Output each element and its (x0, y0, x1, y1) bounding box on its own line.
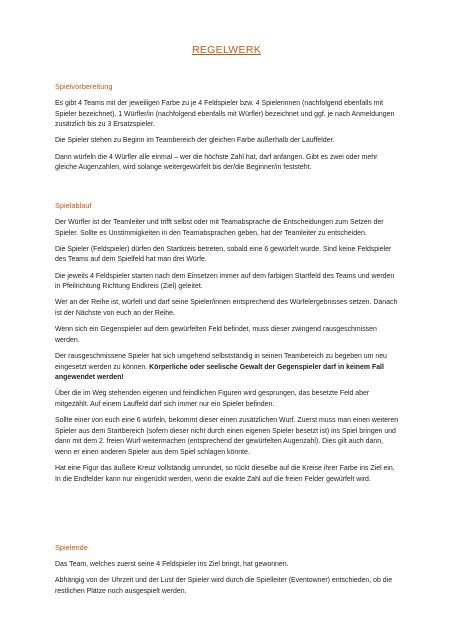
paragraph: Sollte einer von euch eine 6 würfeln, bekommt dieser einen zusätzlichen Wurf. Zuerst muss man einen weiteren Spieler aus dem Startbereich (sofern dieser nicht durch einen eigenen Spieler besetzt ist) ins Spiel bringen und dann mit dem 2. freien Wurf weitermachen (entsprechend der gewürfelten Augenzahl). Dies gilt auch dann, wenn er einen anderen Spieler aus dem Spiel schlagen könnte. (55, 417, 399, 456)
paragraph: Hat eine Figur das äußere Kreuz vollständig umrundet, so rückt dieselbe auf die Kreise ihrer Farbe ins Ziel ein. In die Endfelder kann nur eingerückt werden, wenn die exakte Zahl auf die freien Felder gewürfelt wird. (55, 465, 395, 483)
paragraph: Die Spieler (Feldspieler) dürfen den Startkreis betreten, sobald eine 6 gewürfelt wurde. Sind keine Feldspieler des Teams auf dem Spielfeld hat man drei Würfe. (55, 245, 392, 264)
rule-text: Der rausgeschmissene Spieler hat sich umgehend selbstständig in seinen Teambereich zu begeben um neu eingesetzt werden zu können. (55, 352, 387, 371)
paragraph: Wenn sich ein Gegenspieler auf dem gewürfelten Feld befindet, muss dieser zwingend rausgeschmissen werden. (55, 326, 377, 344)
section-heading: Spielablauf (55, 201, 92, 210)
section-heading: Spielende (55, 543, 88, 552)
paragraph: Die jeweils 4 Feldspieler starten nach dem Einsetzen immer auf dem farbigen Startfeld des Teams und werden in Pfeilrichtung Richtung Endkreis (Ziel) geleitet. (55, 272, 395, 291)
paragraph: Wer an der Reihe ist, würfelt und darf seine Spieler/innen entsprechend des Würfelergebnisses setzen. Danach ist der Nächste von euch an der Reihe. (55, 299, 398, 317)
paragraph: Es gibt 4 Teams mit der jeweiligen Farbe zu je 4 Feldspieler bzw. 4 Spielerinnen (nachfolgend ebenfalls mit Spieler bezeichnet), 1 Würfler/in (nachfolgend ebenfalls mit Würfler) bezeichnet und ggf. je nach Anmeldungen zusätzlich bis zu 3 Ersatzspieler. (55, 100, 395, 129)
document-title: REGELWERK (191, 44, 262, 56)
paragraph: Das Team, welches zuerst seine 4 Feldspieler ins Ziel bringt, hat gewonnen. (55, 561, 289, 568)
rule-warning-text: Körperliche oder seelische Gewalt der Gegenspieler darf in keinem Fall angewendet werden! (55, 363, 384, 382)
paragraph: Über die im Weg stehenden eigenen und feindlichen Figuren wird gesprungen, das besetzte Feld aber mitgezählt. Auf einem Lauffeld darf sich immer nur ein Spieler befinden. (55, 390, 370, 408)
section-spielvorbereitung (55, 82, 400, 179)
rule-paragraph (55, 352, 400, 384)
section-heading: Spielvorbereitung (55, 82, 113, 91)
section-spielende (55, 543, 400, 603)
paragraph: Die Spieler stehen zu Beginn im Teambereich der gleichen Farbe außerhalb der Lauffelder. (55, 137, 335, 145)
paragraph: Abhängig von der Uhrzeit und der Lust der Spieler wird durch die Spielleiter (Eventowner) entschieden, ob die restlichen Plätze noch ausgespielt werden. (55, 577, 393, 595)
paragraph: Der Würfler ist der Teamleiter und trifft selbst oder mit Teamabsprache die Entscheidungen zum Setzen der Spieler. Sollte es Unstimmigkeiten in den Teamabsprachen geben, hat der Teamleiter zu entscheiden. (55, 219, 384, 237)
section-spielablauf (55, 201, 400, 491)
paragraph: Dann würfeln die 4 Würfler alle einmal – wer die höchste Zahl hat, darf anfangen. Gibt es zwei oder mehr gleiche Augenzahlen, wird solange weitergewürfelt bis der/die Beginner/in feststeht. (55, 153, 378, 172)
